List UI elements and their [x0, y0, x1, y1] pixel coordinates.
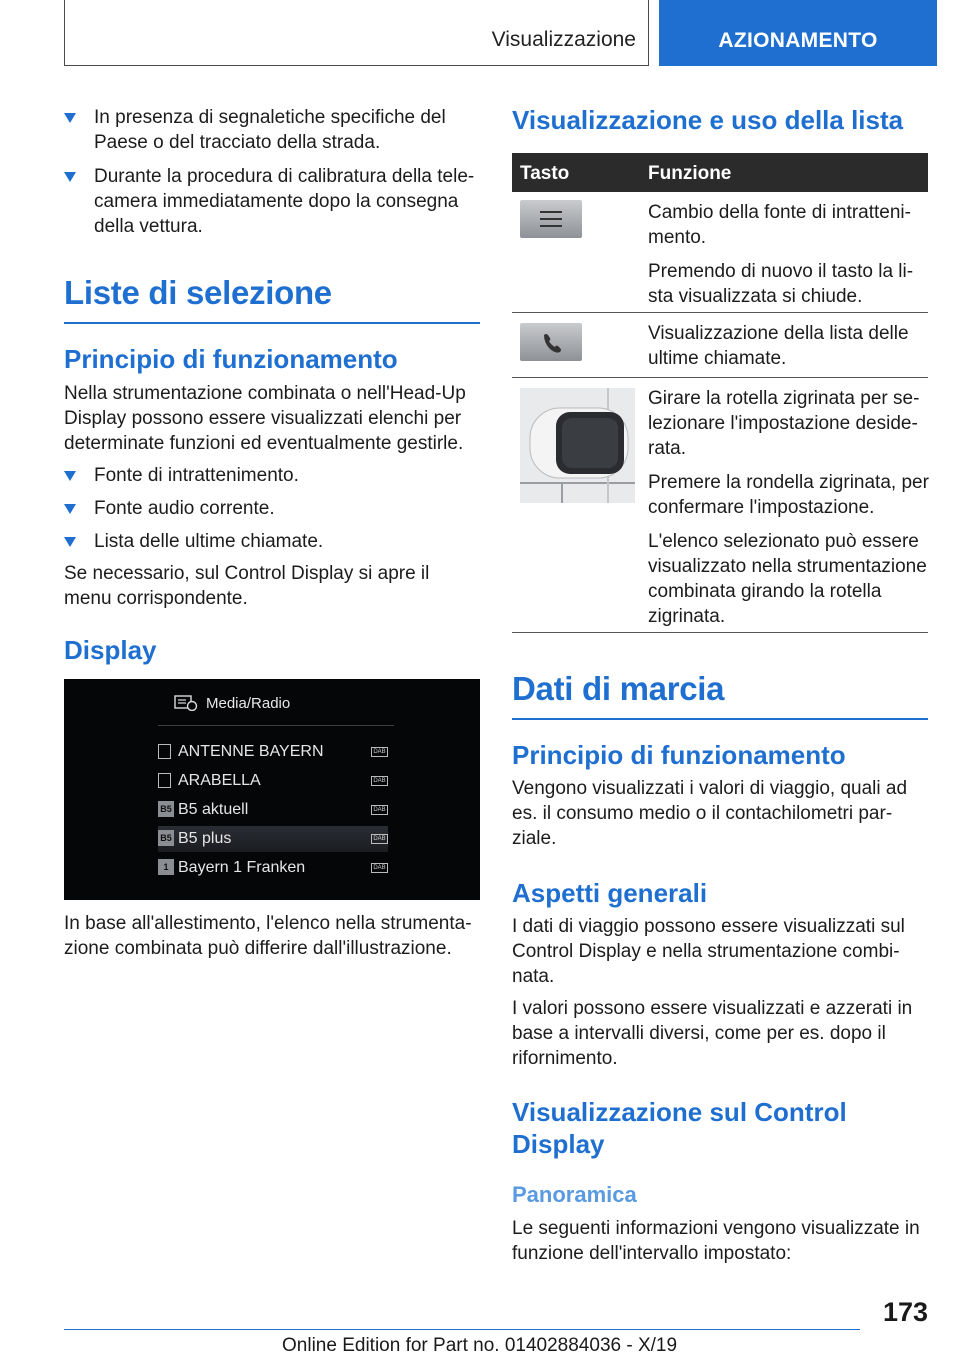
paragraph: I dati di viaggio possono essere visualizzati sul Control Display e nella strumentazione combinata.: [512, 916, 905, 987]
table-header: [512, 153, 928, 192]
heading-aspetti-generali: Aspetti generali: [512, 878, 708, 908]
bullet-triangle-icon: [64, 471, 76, 481]
paragraph: Le seguenti informazioni vengono visualizzate in funzione dell'intervallo impostato:: [512, 1218, 920, 1264]
divider: [158, 725, 394, 726]
media-radio-icon: [174, 695, 198, 711]
dab-badge: DAB: [371, 747, 388, 757]
preset-icon: 1: [158, 859, 174, 875]
table-row: [512, 192, 928, 313]
bullet-item: Lista delle ultime chiamate.: [64, 529, 480, 554]
dab-badge: DAB: [371, 805, 388, 815]
dab-badge: DAB: [371, 863, 388, 873]
bullet-triangle-icon: [64, 537, 76, 547]
list-item-highlighted: B5 B5 plus DAB: [158, 826, 388, 852]
bullet-item: Fonte audio corrente.: [64, 496, 480, 521]
bullet-triangle-icon: [64, 172, 76, 182]
thumbwheel-icon: [520, 388, 635, 503]
function-text: Girare la rotella zigrinata per selezionare l'impostazione desiderata.: [648, 388, 920, 459]
list-icon: [520, 200, 582, 238]
heading-liste-di-selezione: Liste di selezione: [64, 274, 480, 324]
bullet-item: Durante la procedura di calibratura della telecamera immediatamente dopo la consegna della vettura.: [64, 164, 480, 239]
list-item: ARABELLA DAB: [158, 768, 388, 794]
heading-visualizzazione-control-display: Visualizzazione sul Control Display: [512, 1097, 847, 1159]
function-text: L'elenco selezionato può essere visualizzato nella strumentazione combinata girando la rotella zigrinata.: [648, 531, 927, 627]
function-table: [512, 153, 928, 633]
column-header-funzione: Funzione: [648, 163, 732, 184]
chapter-title: AZIONAMENTO: [718, 29, 878, 52]
phone-icon: [520, 323, 582, 361]
intro-paragraph: Nella strumentazione combinata o nell'Head-Up Display possono essere visualizzati elenchi per determinate funzioni ed eventualmente gestirle.: [64, 383, 466, 454]
column-header-tasto: Tasto: [520, 163, 570, 184]
heading-principio-2: Principio di funzionamento: [512, 740, 846, 770]
dab-badge: DAB: [371, 776, 388, 786]
function-text: Premere la rondella zigrinata, per confermare l'impostazione.: [648, 472, 929, 518]
list-item: ANTENNE BAYERN DAB: [158, 739, 388, 765]
heading-principio: Principio di funzionamento: [64, 344, 398, 374]
display-screenshot: [64, 679, 480, 900]
bullet-item: In presenza di segnaletiche specifiche del Paese o del tracciato della strada.: [64, 105, 480, 155]
list-item: B5 B5 aktuell DAB: [158, 797, 388, 823]
image-caption: In base all'allestimento, l'elenco nella strumentazione combinata può differire dall'illustrazione.: [64, 913, 472, 959]
function-text: Premendo di nuovo il tasto la lista visualizzata si chiude.: [648, 261, 914, 307]
table-row: [512, 313, 928, 378]
section-title: Visualizzazione: [491, 28, 636, 51]
preset-icon: B5: [158, 830, 174, 846]
heading-visualizzazione-lista: Visualizzazione e uso della lista: [512, 105, 904, 135]
list-item: 1 Bayern 1 Franken DAB: [158, 855, 388, 881]
screen-title: Media/Radio: [206, 695, 291, 712]
function-text: Visualizzazione della lista delle ultime chiamate.: [648, 323, 909, 369]
heading-panoramica: Panoramica: [512, 1182, 637, 1207]
checkbox-icon: [158, 773, 171, 788]
chapter-tab: [659, 0, 937, 66]
bullet-item: Fonte di intrattenimento.: [64, 463, 480, 488]
table-row: [512, 378, 928, 633]
paragraph: Vengono visualizzati i valori di viaggio, quali ad es. il consumo medio o il contachilometri parziale.: [512, 778, 908, 849]
paragraph: I valori possono essere visualizzati e azzerati in base a intervalli diversi, come per es. dopo il rifornimento.: [512, 998, 913, 1069]
dab-badge: DAB: [371, 834, 388, 844]
footer-divider: [64, 1329, 860, 1330]
preset-icon: B5: [158, 801, 174, 817]
page-number: 173: [882, 1297, 928, 1327]
note-paragraph: Se necessario, sul Control Display si apre il menu corrispondente.: [64, 563, 430, 609]
bullet-triangle-icon: [64, 504, 76, 514]
bullet-triangle-icon: [64, 113, 76, 123]
heading-display: Display: [64, 635, 157, 665]
edition-note: Online Edition for Part no. 01402884036 - X/19: [282, 1335, 678, 1356]
function-text: Cambio della fonte di intrattenimento.: [648, 202, 911, 248]
heading-dati-di-marcia: Dati di marcia: [512, 670, 928, 720]
checkbox-icon: [158, 744, 171, 759]
